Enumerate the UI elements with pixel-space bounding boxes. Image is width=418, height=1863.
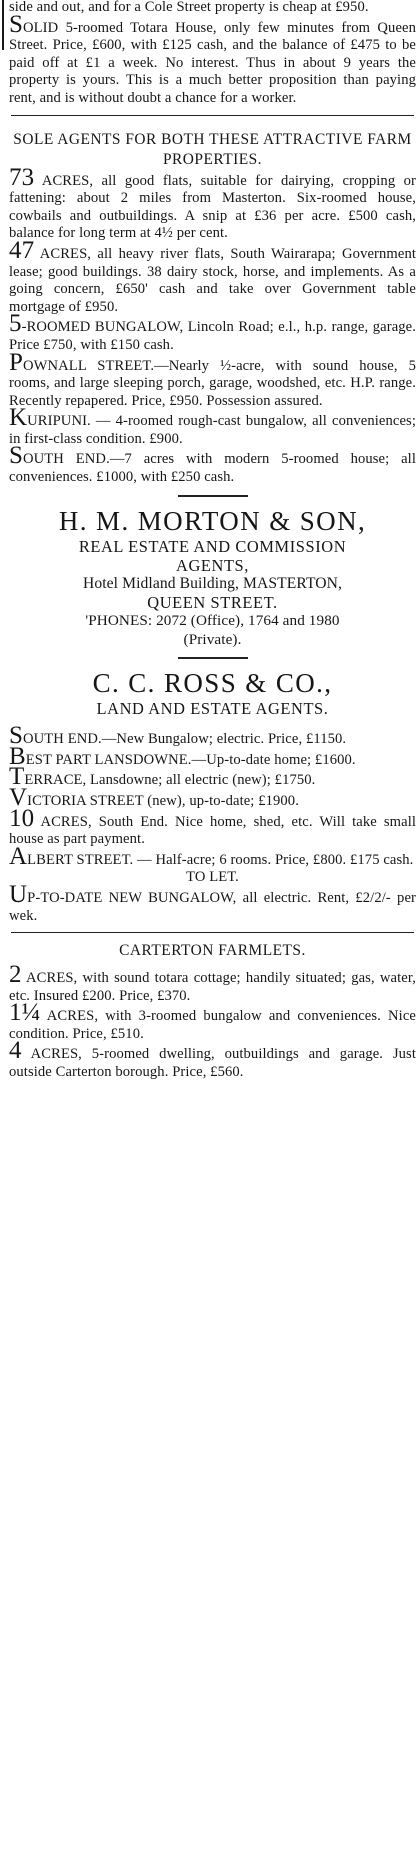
listing-text: ACRES, with sound totara cottage; handily situated; gas, water, etc. Insured £200. Price, £370. [9, 970, 416, 1004]
listing-1-quarter-acres [9, 999, 416, 1043]
morton-address2: QUEEN STREET. [147, 593, 278, 613]
listing-10-acres [9, 804, 416, 849]
listing-text: OUTH END.—New Bungalow; electric. Price, £1150. [23, 731, 347, 748]
listing-albert-street [9, 842, 416, 870]
short-divider [178, 657, 248, 659]
drop-cap: 1¼ [9, 999, 41, 1027]
ross-firm-name: C. C. ROSS & CO., [92, 668, 333, 699]
drop-cap: 2 [9, 961, 22, 989]
listing-47-acres [9, 236, 416, 316]
drop-cap: B [9, 742, 26, 770]
listing-victoria-street [9, 783, 416, 811]
drop-cap: 4 [9, 1037, 22, 1065]
drop-cap: T [9, 763, 25, 791]
morton-address1: Hotel Midland Building, MASTERTON, [82, 574, 343, 592]
listing-lansdowne [9, 742, 416, 770]
listing-lincoln-road [9, 310, 416, 354]
listing-4-acres [9, 1037, 416, 1081]
listing-text: ACRES, 5-roomed dwelling, outbuildings and garage. Just outside Carterton borough. Price, £560. [9, 1046, 416, 1081]
drop-cap: S [9, 722, 24, 750]
ross-subtitle: LAND AND ESTATE AGENTS. [96, 699, 329, 719]
drop-cap: 5 [9, 310, 22, 338]
ad-text: OLID 5-roomed Totara House, only few minutes from Queen Street. Price, £600, with £125 cash, and the balance of £475 to be paid off at £1 a week. No interest. Thus in about 9 years the property is yours. This is a much better proposition than paying rent, and is without doubt a chance for a worker. [9, 19, 416, 106]
section-divider [11, 115, 414, 116]
listing-text: ICTORIA STREET (new), up-to-date; £1900. [27, 792, 299, 809]
column-rule [2, 0, 4, 50]
section-divider [11, 932, 414, 933]
listing-73-acres [9, 163, 416, 243]
drop-cap: S [9, 442, 24, 470]
listing-text: ACRES, South End. Nice home, shed, etc. Will take small house as part payment. [9, 813, 416, 848]
morton-line2: AGENTS, [176, 555, 249, 575]
listing-south-end-bungalow [9, 722, 416, 750]
listing-south-end-7-acres [9, 442, 416, 486]
listing-pownall-street [9, 348, 416, 411]
morton-phones2: (Private). [183, 630, 242, 648]
drop-cap: U [9, 880, 28, 908]
listing-text: -ROOMED BUNGALOW, Lincoln Road; e.l., h.p. range, garage. Price £750, with £150 cash. [9, 319, 416, 353]
morton-phones1: 'PHONES: 2072 (Office), 1764 and 1980 [85, 612, 340, 630]
morton-line1: REAL ESTATE AND COMMISSION [78, 536, 347, 556]
listing-2-acres [9, 961, 416, 1005]
sole-agents-heading: SOLE AGENTS FOR BOTH THESE ATTRACTIVE FARM PROPERTIES. [13, 130, 412, 168]
drop-cap: S [9, 10, 24, 38]
listing-to-let-bungalow [9, 880, 416, 925]
listing-text: ACRES, with 3-roomed bungalow and conveniences. Nice condition. Price, £510. [9, 1008, 416, 1042]
drop-cap: 10 [9, 804, 35, 832]
listing-text: P-TO-DATE NEW BUNGALOW, all electric. Rent, £2/2/- per wek. [9, 889, 416, 924]
drop-cap: K [9, 404, 28, 432]
to-let-heading: TO LET. [186, 869, 239, 886]
listing-text: OUTH END.—7 acres with modern 5-roomed house; all conveniences. £1000, with £250 cash. [9, 451, 416, 486]
morton-firm-name: H. M. MORTON & SON, [58, 505, 367, 536]
drop-cap: P [9, 348, 24, 376]
drop-cap: 47 [9, 236, 35, 264]
short-divider [178, 495, 248, 497]
listing-text: EST PART LANSDOWNE.—Up-to-date home; £1600. [25, 751, 356, 768]
listing-text: ERRACE, Lansdowne; all electric (new); £1750. [24, 772, 316, 789]
drop-cap: 73 [9, 163, 35, 191]
listing-kuripuni [9, 404, 416, 448]
drop-cap: V [9, 783, 28, 811]
carterton-heading: CARTERTON FARMLETS. [119, 942, 306, 960]
listing-text: ACRES, all good flats, suitable for dairying, cropping or fattening: about 2 miles from Masterton. Six-roomed house, cowbails and outbuildings. A snip at £36 per acre. £500 cash, balance for long term at 4½ per cent. [9, 172, 416, 242]
cole-street-ad-continued: side and out, and for a Cole Street property is cheap at £950. [9, 0, 369, 15]
listing-text: ACRES, all heavy river flats, South Wairarapa; Government lease; good buildings. 38 dairy stock, horse, and implements. As a going concern, £650' cash and take over Government table mortgage of £950. [9, 245, 416, 315]
totara-house-ad [9, 10, 416, 108]
drop-cap: A [9, 842, 28, 870]
listing-text: LBERT STREET. — Half-acre; 6 rooms. Price, £800. £175 cash. [27, 851, 414, 868]
listing-text: URIPUNI. — 4-roomed rough-cast bungalow, all conveniences; in first-class condition. £900. [9, 413, 416, 447]
listing-terrace [9, 763, 416, 791]
listing-text: OWNALL STREET.—Nearly ½-acre, with sound house, 5 rooms, and large sleeping porch, garage, woodshed, etc. H.P. range. Recently repapered. Price, £950. Possession assured. [9, 357, 416, 409]
